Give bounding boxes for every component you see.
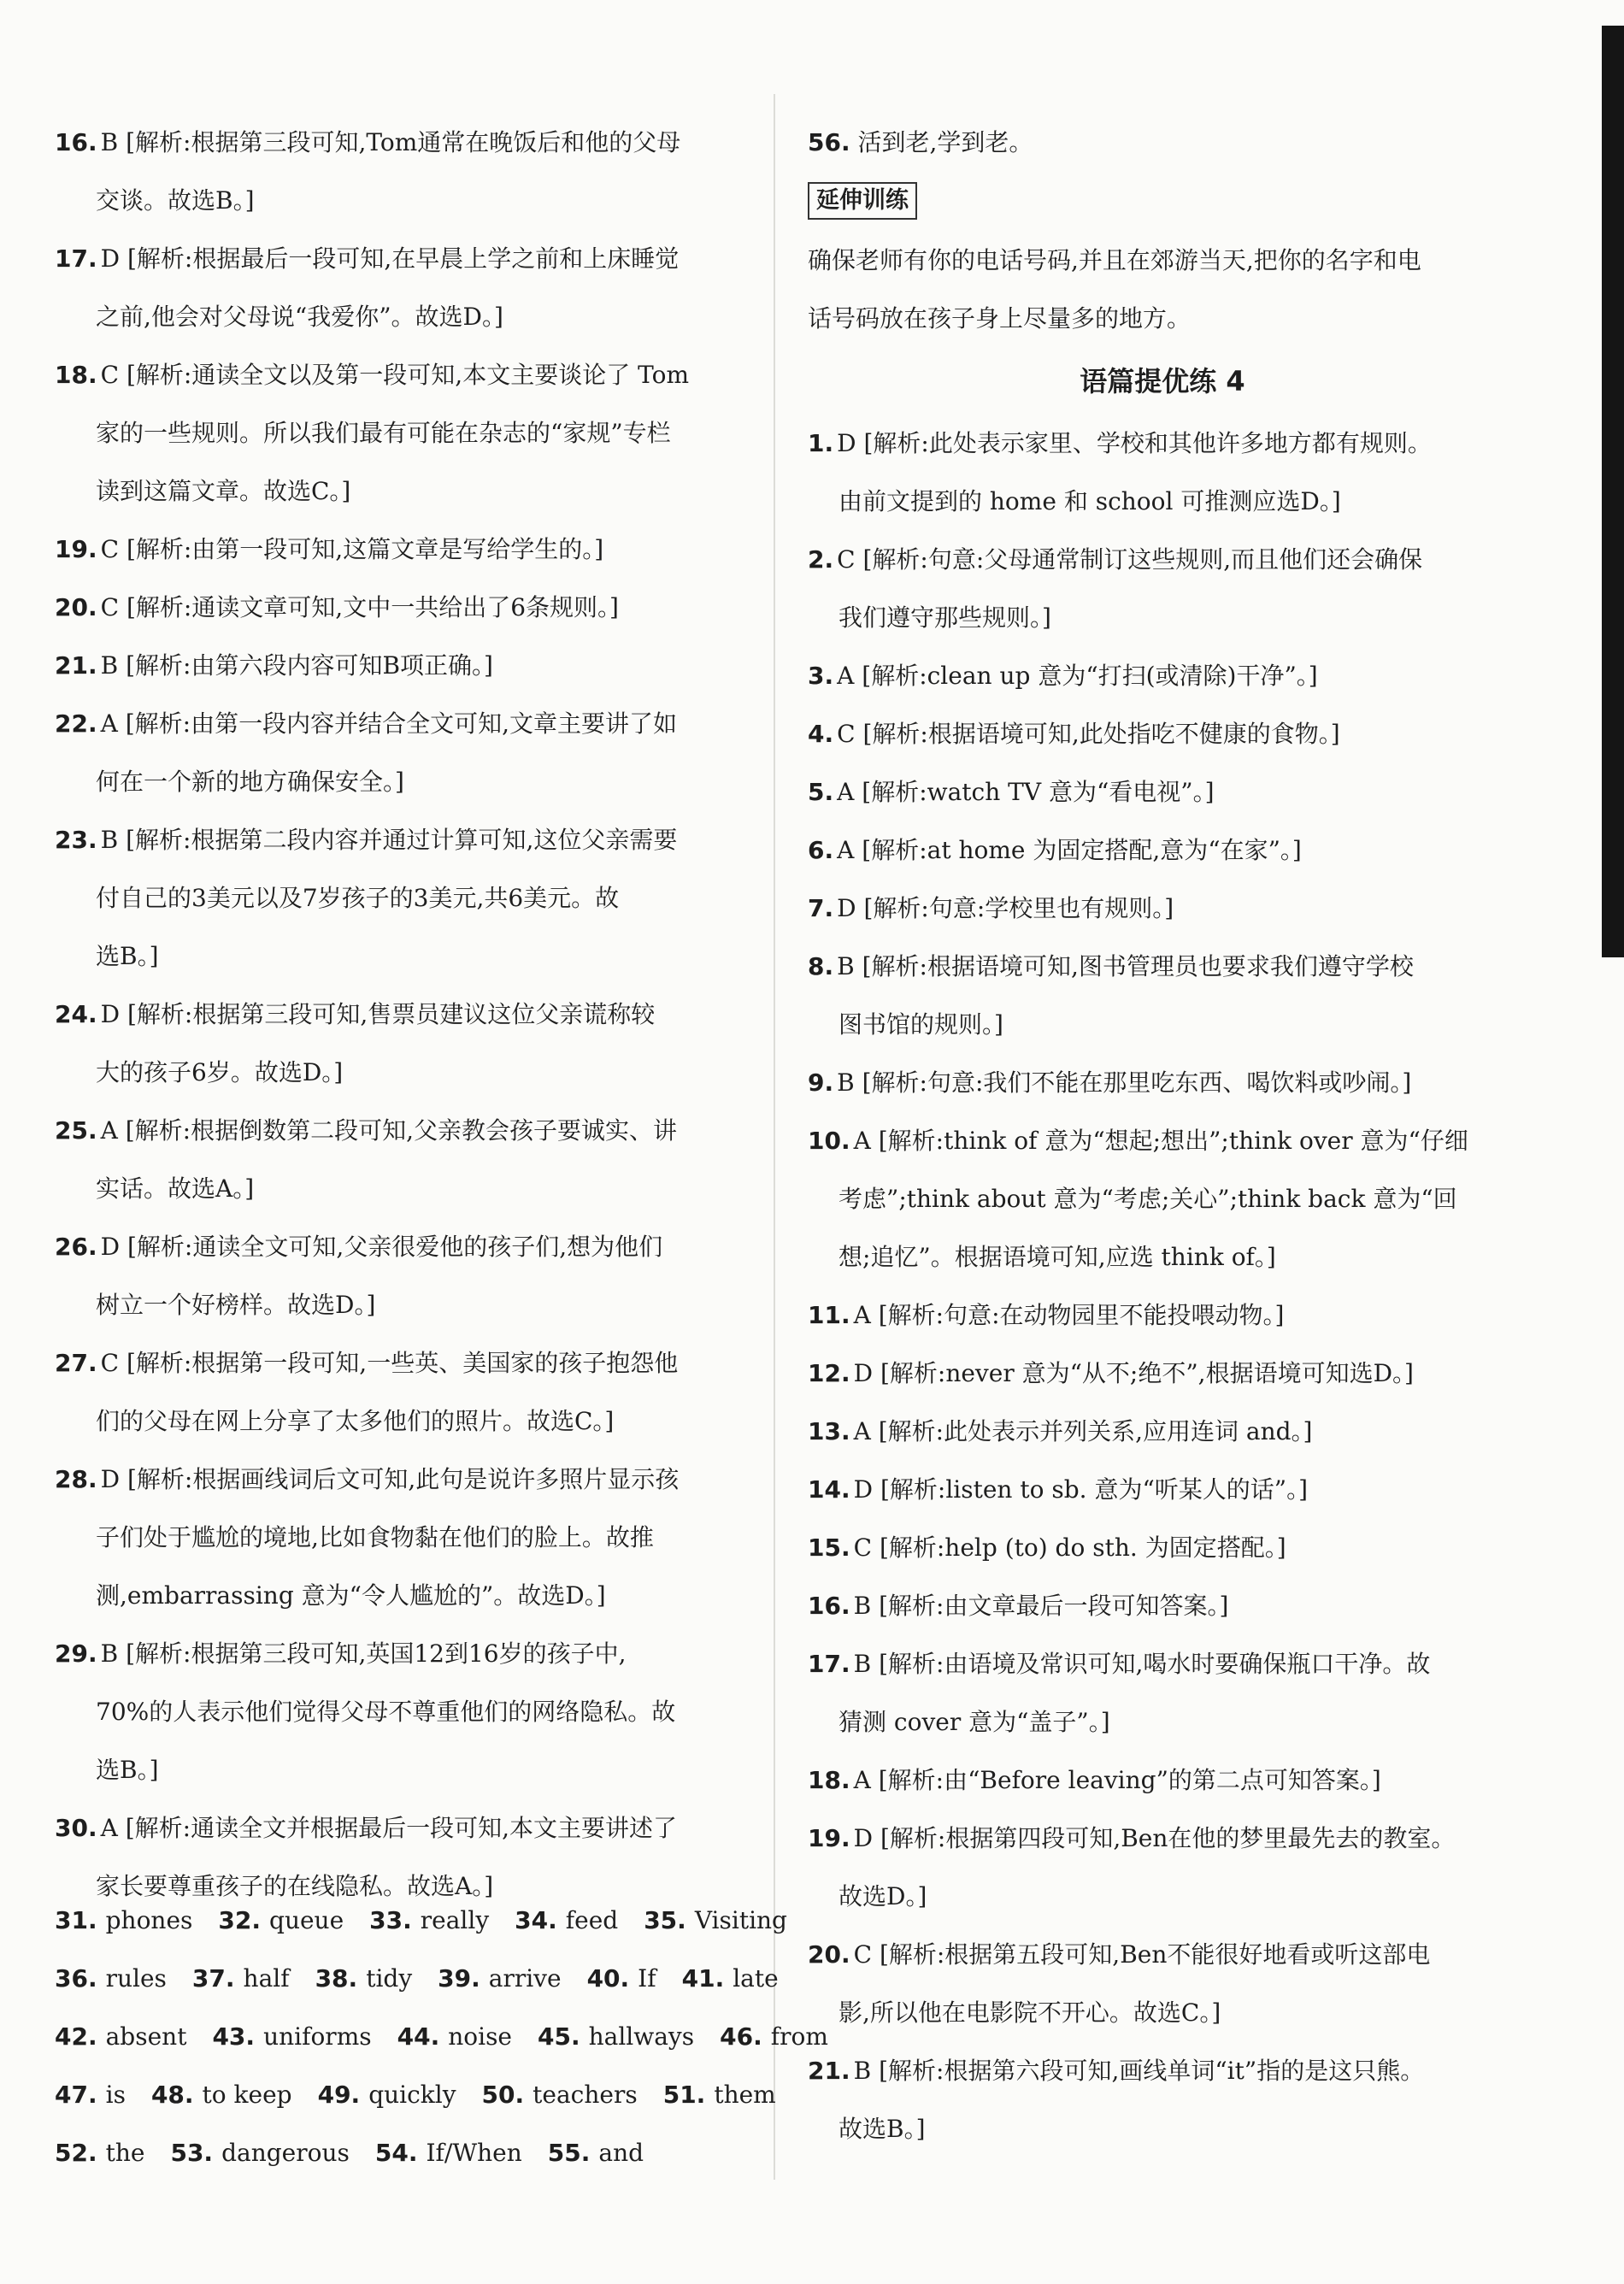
explanation-text: [解析:根据第四段可知,Ben在他的梦里最先去的教室。 — [880, 1824, 1456, 1852]
explanation-text: [解析:此处表示家里、学校和其他许多地方都有规则。 — [863, 429, 1432, 457]
answer-item — [808, 1926, 1517, 1984]
short-answer-row — [55, 1892, 787, 1950]
item-number: 21. — [808, 2057, 850, 2085]
answer-letter: C — [100, 593, 120, 621]
item-number: 31. — [55, 1906, 97, 1934]
answer-item — [808, 1112, 1517, 1170]
answer-word: to keep — [202, 2081, 292, 2109]
item-number: 19. — [808, 1824, 850, 1852]
explanation-text: 70%的人表示他们觉得父母不尊重他们的网络隐私。故 — [96, 1698, 676, 1726]
item-number: 4. — [808, 720, 834, 748]
answer-item-continuation — [55, 1741, 740, 1799]
answer-item-continuation — [808, 589, 1517, 647]
item-number: 38. — [315, 1964, 358, 1993]
explanation-text: [解析:句意:父母通常制订这些规则,而且他们还会确保 — [862, 545, 1423, 574]
explanation-text: 交谈。故选B。] — [96, 186, 255, 215]
answer-word: half — [243, 1964, 290, 1993]
item-number: 16. — [55, 128, 97, 156]
item-number: 48. — [150, 2081, 194, 2109]
item-number: 51. — [662, 2081, 706, 2109]
item-number: 40. — [586, 1964, 630, 1993]
answer-item — [55, 1451, 740, 1509]
short-answer — [192, 1950, 290, 2008]
answer-item — [55, 230, 740, 288]
item-number: 52. — [55, 2139, 97, 2167]
answer-item-continuation — [808, 1228, 1517, 1286]
short-answer-row — [55, 1950, 779, 2008]
item-number: 11. — [808, 1301, 850, 1329]
answer-item — [808, 705, 1517, 763]
item-number: 14. — [808, 1475, 850, 1504]
explanation-text: [解析:此处表示并列关系,应用连词 and。] — [878, 1417, 1313, 1445]
explanation-text: [解析:clean up 意为“打扫(或清除)干净”。] — [862, 662, 1318, 690]
answer-letter: B — [100, 128, 119, 156]
answer-word: feed — [565, 1906, 619, 1934]
answer-item — [808, 1751, 1517, 1810]
answer-item — [55, 114, 740, 172]
short-answer-row — [55, 2124, 740, 2182]
answer-item — [55, 1625, 740, 1683]
explanation-text: [解析:通读全文并根据最后一段可知,本文主要讲述了 — [125, 1814, 678, 1842]
short-answer-block — [55, 1892, 828, 2182]
item-number: 44. — [397, 2022, 440, 2051]
short-answer — [482, 2066, 638, 2124]
answer-letter: B — [100, 651, 119, 680]
explanation-text: [解析:通读全文以及第一段可知,本文主要谈论了 Tom — [126, 361, 690, 389]
explanation-text: 我们遵守那些规则。] — [838, 603, 1051, 632]
item-number: 35. — [644, 1906, 686, 1934]
item-number: 36. — [55, 1964, 97, 1993]
item-number: 56. — [808, 128, 850, 156]
answer-letter: C — [837, 545, 856, 574]
explanation-text: 考虑”;think about 意为“考虑;关心”;think back 意为“回 — [838, 1185, 1457, 1213]
answer-item — [55, 1799, 740, 1857]
explanation-text: [解析:根据第六段可知,画线单词“it”指的是这只熊。 — [879, 2057, 1425, 2085]
explanation-text: 选B。] — [96, 1756, 159, 1784]
answer-word: and — [598, 2139, 644, 2167]
item-number: 39. — [438, 1964, 480, 1993]
short-answer — [369, 1892, 489, 1950]
item-number: 25. — [55, 1116, 97, 1145]
short-answer — [55, 2066, 126, 2124]
item-number: 45. — [538, 2022, 580, 2051]
explanation-text: 们的父母在网上分享了太多他们的照片。故选C。] — [96, 1407, 615, 1435]
item-number: 49. — [317, 2081, 361, 2109]
answer-item-continuation — [55, 1392, 740, 1451]
item-number: 28. — [55, 1465, 97, 1493]
answer-item — [808, 647, 1517, 705]
explanation-text: 选B。] — [96, 942, 159, 970]
item-number: 19. — [55, 535, 97, 563]
explanation-text: [解析:根据第三段可知,Tom通常在晚饭后和他的父母 — [126, 128, 681, 156]
answer-item — [808, 1519, 1517, 1577]
answer-word: arrive — [488, 1964, 562, 1993]
explanation-text: [解析:由文章最后一段可知答案。] — [879, 1592, 1229, 1620]
item-number: 17. — [808, 1650, 850, 1678]
answer-word: from — [770, 2022, 828, 2051]
item-number: 5. — [808, 778, 834, 806]
item-number: 32. — [218, 1906, 262, 1934]
explanation-text: [解析:根据最后一段可知,在早晨上学之前和上床睡觉 — [127, 244, 680, 273]
item-number: 1. — [808, 429, 834, 457]
answer-item — [808, 2042, 1517, 2100]
answer-letter: A — [100, 1116, 118, 1145]
answer-letter: B — [837, 1068, 855, 1097]
explanation-text: [解析:help (to) do sth. 为固定搭配。] — [879, 1533, 1286, 1562]
answer-letter: A — [100, 1814, 118, 1842]
explanation-text: [解析:think of 意为“想起;想出”;think over 意为“仔细 — [878, 1127, 1468, 1155]
short-answer-row — [55, 2008, 828, 2066]
answer-item — [55, 1334, 740, 1392]
explanation-text: [解析:at home 为固定搭配,意为“在家”。] — [862, 836, 1302, 864]
item-number: 42. — [55, 2022, 97, 2051]
item-number: 46. — [720, 2022, 762, 2051]
item-number: 33. — [369, 1906, 412, 1934]
item-number: 47. — [55, 2081, 97, 2109]
answer-word: dangerous — [221, 2139, 350, 2167]
answer-item-continuation — [55, 1509, 740, 1567]
short-answer-row — [55, 2066, 776, 2124]
answer-letter: A — [837, 662, 855, 690]
extension-training-label: 延伸训练 — [808, 182, 917, 220]
answer-word: is — [105, 2081, 126, 2109]
explanation-text: [解析:由“Before leaving”的第二点可知答案。] — [878, 1766, 1381, 1794]
explanation-text: [解析:由第六段内容可知B项正确。] — [126, 651, 493, 680]
explanation-text: [解析:根据第二段内容并通过计算可知,这位父亲需要 — [126, 826, 678, 854]
answer-item — [808, 938, 1517, 996]
answer-letter: A — [853, 1417, 871, 1445]
answer-item — [808, 1461, 1517, 1519]
explanation-text: 何在一个新的地方确保安全。] — [96, 768, 404, 796]
answer-letter: C — [837, 720, 856, 748]
item-number: 50. — [481, 2081, 525, 2109]
short-answer — [515, 1892, 618, 1950]
answer-word: noise — [448, 2022, 513, 2051]
item-number: 23. — [55, 826, 97, 854]
short-answer — [170, 2124, 349, 2182]
answer-letter: A — [853, 1301, 871, 1329]
answer-letter: C — [100, 361, 120, 389]
answer-item-continuation — [55, 753, 740, 811]
answer-word: If/When — [426, 2139, 522, 2167]
explanation-text: [解析:通读文章可知,文中一共给出了6条规则。] — [126, 593, 619, 621]
explanation-text: [解析:根据第三段可知,英国12到16岁的孩子中, — [126, 1639, 627, 1668]
explanation-text: 家的一些规则。所以我们最有可能在杂志的“家规”专栏 — [96, 419, 671, 447]
left-column — [55, 114, 740, 1916]
short-answer — [538, 2008, 694, 2066]
short-answer — [548, 2124, 644, 2182]
answer-item-continuation — [55, 1044, 740, 1102]
answer-word: really — [420, 1906, 490, 1934]
explanation-text: [解析:根据第一段可知,一些英、美国家的孩子抱怨他 — [126, 1349, 679, 1377]
answer-item — [55, 579, 740, 637]
answer-letter: A — [837, 836, 855, 864]
column-divider — [774, 94, 775, 2180]
answer-word: If — [638, 1964, 656, 1993]
item-number: 29. — [55, 1639, 97, 1668]
explanation-text: 之前,他会对父母说“我爱你”。故选D。] — [96, 303, 503, 331]
answer-item-continuation — [55, 404, 740, 462]
explanation-text: 故选B。] — [838, 2115, 926, 2143]
answer-item-continuation — [808, 1693, 1517, 1751]
answer-item — [55, 811, 740, 869]
answer-word: tidy — [366, 1964, 413, 1993]
short-answer — [55, 1892, 192, 1950]
item-number: 43. — [212, 2022, 256, 2051]
answer-letter: B — [853, 1592, 872, 1620]
answer-item-continuation — [55, 1567, 740, 1625]
answer-letter: B — [853, 2057, 872, 2085]
explanation-text: [解析:句意:学校里也有规则。] — [863, 894, 1174, 922]
answer-letter: C — [853, 1533, 873, 1562]
item-number: 24. — [55, 1000, 97, 1028]
explanation-text: 子们处于尴尬的境地,比如食物黏在他们的脸上。故推 — [96, 1523, 654, 1551]
explanation-text: 影,所以他在电影院不开心。故选C。] — [838, 1998, 1221, 2027]
item-number: 30. — [55, 1814, 97, 1842]
explanation-text: [解析:根据第三段可知,售票员建议这位父亲谎称较 — [127, 1000, 656, 1028]
short-answer — [151, 2066, 292, 2124]
item-number: 26. — [55, 1233, 97, 1261]
item-number: 15. — [808, 1533, 850, 1562]
answer-word: the — [105, 2139, 145, 2167]
item-number: 9. — [808, 1068, 834, 1097]
answer-letter: A — [837, 778, 855, 806]
answer-letter: B — [100, 1639, 119, 1668]
answer-letter: D — [100, 244, 121, 273]
short-answer — [315, 1950, 413, 2008]
explanation-text: [解析:由第一段内容并结合全文可知,文章主要讲了如 — [125, 709, 678, 738]
extension-text-line-2: 话号码放在孩子身上尽量多的地方。 — [808, 304, 1192, 333]
answer-item — [808, 1635, 1517, 1693]
explanation-text: [解析:never 意为“从不;绝不”,根据语境可知选D。] — [880, 1359, 1414, 1387]
short-answer — [55, 2008, 186, 2066]
answer-item — [55, 521, 740, 579]
item-number: 17. — [55, 244, 97, 273]
right-answer-list — [808, 415, 1517, 2158]
short-answer — [212, 2008, 371, 2066]
answer-letter: D — [853, 1359, 874, 1387]
explanation-text: [解析:listen to sb. 意为“听某人的话”。] — [880, 1475, 1309, 1504]
answer-item — [808, 1577, 1517, 1635]
answer-letter: C — [100, 535, 120, 563]
explanation-text: [解析:句意:在动物园里不能投喂动物。] — [878, 1301, 1285, 1329]
item-number: 6. — [808, 836, 834, 864]
item-number: 54. — [374, 2139, 418, 2167]
answer-item-continuation — [55, 1276, 740, 1334]
explanation-text: 实话。故选A。] — [96, 1174, 255, 1203]
answer-letter: D — [100, 1000, 121, 1028]
answer-item — [808, 880, 1517, 938]
short-answer — [375, 2124, 522, 2182]
right-column — [808, 114, 1517, 2158]
answer-word: late — [733, 1964, 779, 1993]
item-number: 41. — [681, 1964, 725, 1993]
explanation-text: [解析:句意:我们不能在那里吃东西、喝饮料或吵闹。] — [862, 1068, 1412, 1097]
answer-item — [808, 1345, 1517, 1403]
item-number: 13. — [808, 1417, 850, 1445]
answer-item-continuation — [55, 927, 740, 986]
answer-item — [808, 415, 1517, 473]
answer-word: teachers — [533, 2081, 638, 2109]
explanation-text: 想;追忆”。根据语境可知,应选 think of。] — [838, 1243, 1276, 1271]
short-answer — [318, 2066, 456, 2124]
answer-letter: B — [853, 1650, 872, 1678]
item-number: 20. — [55, 593, 97, 621]
answer-letter: D — [100, 1465, 121, 1493]
answer-item — [55, 346, 740, 404]
answer-letter: D — [100, 1233, 121, 1261]
answer-item — [808, 1810, 1517, 1868]
short-answer — [682, 1950, 779, 2008]
explanation-text: 树立一个好榜样。故选D。] — [96, 1291, 376, 1319]
explanation-text: [解析:根据语境可知,图书管理员也要求我们遵守学校 — [862, 952, 1414, 980]
answer-item-continuation — [808, 1170, 1517, 1228]
answer-item — [55, 986, 740, 1044]
item-number: 7. — [808, 894, 834, 922]
answer-word: Visiting — [694, 1906, 787, 1934]
answer-letter: D — [853, 1824, 874, 1852]
answer-item — [55, 1102, 740, 1160]
answer-item-continuation — [55, 462, 740, 521]
explanation-text: 图书馆的规则。] — [838, 1010, 1003, 1039]
answer-letter: A — [853, 1127, 871, 1155]
explanation-text: 故选D。] — [838, 1882, 927, 1910]
short-answer — [720, 2008, 828, 2066]
item-number: 18. — [808, 1766, 850, 1794]
answer-word: rules — [105, 1964, 167, 1993]
explanation-text: 家长要尊重孩子的在线隐私。故选A。] — [96, 1872, 494, 1900]
answer-letter: C — [853, 1940, 873, 1969]
answer-letter: D — [837, 894, 856, 922]
answer-item — [808, 1054, 1517, 1112]
answer-item-continuation — [808, 473, 1517, 531]
short-answer — [218, 1892, 344, 1950]
item-number: 37. — [191, 1964, 235, 1993]
short-answer — [55, 2124, 144, 2182]
answer-item — [808, 1403, 1517, 1461]
explanation-text: 大的孩子6岁。故选D。] — [96, 1058, 344, 1086]
answer-item — [808, 531, 1517, 589]
item-number: 53. — [170, 2139, 214, 2167]
item-number: 12. — [808, 1359, 850, 1387]
short-answer — [587, 1950, 656, 2008]
answer-item — [808, 763, 1517, 821]
short-answer — [663, 2066, 776, 2124]
explanation-text: [解析:根据第五段可知,Ben不能很好地看或听这部电 — [879, 1940, 1431, 1969]
item-number: 34. — [515, 1906, 557, 1934]
answer-word: them — [714, 2081, 776, 2109]
explanation-text: [解析:由第一段可知,这篇文章是写给学生的。] — [126, 535, 604, 563]
answer-letter: B — [837, 952, 855, 980]
answer-item — [55, 1218, 740, 1276]
page-edge-bar — [1602, 26, 1624, 957]
answer-letter: C — [100, 1349, 120, 1377]
short-answer — [438, 1950, 561, 2008]
item-number: 21. — [55, 651, 97, 680]
answer-item-56 — [808, 114, 1517, 172]
explanation-text: [解析:根据语境可知,此处指吃不健康的食物。] — [862, 720, 1340, 748]
explanation-text: [解析:根据倒数第二段可知,父亲教会孩子要诚实、讲 — [125, 1116, 678, 1145]
answer-item — [55, 637, 740, 695]
answer-item — [55, 695, 740, 753]
item-number: 16. — [808, 1592, 850, 1620]
answer-letter: A — [853, 1766, 871, 1794]
short-answer — [397, 2008, 512, 2066]
short-answer — [644, 1892, 787, 1950]
explanation-text: [解析:由语境及常识可知,喝水时要确保瓶口干净。故 — [879, 1650, 1431, 1678]
answer-word: uniforms — [263, 2022, 372, 2051]
item-number: 55. — [547, 2139, 591, 2167]
item-number: 3. — [808, 662, 834, 690]
explanation-text: 测,embarrassing 意为“令人尴尬的”。故选D。] — [96, 1581, 606, 1610]
short-answer — [55, 1950, 167, 2008]
answer-word: phones — [105, 1906, 193, 1934]
answer-item-continuation — [808, 2100, 1517, 2158]
answer-letter: B — [100, 826, 119, 854]
answer-item — [808, 821, 1517, 880]
answer-letter: D — [853, 1475, 874, 1504]
extension-text-line-1: 确保老师有你的电话号码,并且在郊游当天,把你的名字和电 — [808, 246, 1421, 274]
answer-item-continuation — [55, 1160, 740, 1218]
explanation-text: 付自己的3美元以及7岁孩子的3美元,共6美元。故 — [96, 884, 620, 912]
answer-item — [808, 1286, 1517, 1345]
answer-item-continuation — [808, 996, 1517, 1054]
item-number: 2. — [808, 545, 834, 574]
answer-item-continuation — [55, 1683, 740, 1741]
answer-item-continuation — [55, 172, 740, 230]
explanation-text: 猜测 cover 意为“盖子”。] — [838, 1708, 1110, 1736]
explanation-text: [解析:根据画线词后文可知,此句是说许多照片显示孩 — [127, 1465, 680, 1493]
answer-word: quickly — [368, 2081, 456, 2109]
explanation-text: 读到这篇文章。故选C。] — [96, 477, 351, 505]
section-title: 语篇提优练 4 — [1080, 365, 1245, 397]
item-number: 8. — [808, 952, 834, 980]
explanation-text: [解析:watch TV 意为“看电视”。] — [862, 778, 1215, 806]
answer-word: queue — [269, 1906, 344, 1934]
answer-item-continuation — [55, 288, 740, 346]
answer-item-continuation — [808, 1868, 1517, 1926]
item-number: 20. — [808, 1940, 850, 1969]
answer-letter: D — [837, 429, 856, 457]
item-number: 18. — [55, 361, 97, 389]
item-number: 10. — [808, 1127, 850, 1155]
answer-text: 活到老,学到老。 — [857, 128, 1033, 156]
answer-item-continuation — [55, 869, 740, 927]
answer-word: hallways — [588, 2022, 695, 2051]
item-number: 27. — [55, 1349, 97, 1377]
explanation-text: 由前文提到的 home 和 school 可推测应选D。] — [838, 487, 1341, 515]
explanation-text: [解析:通读全文可知,父亲很爱他的孩子们,想为他们 — [127, 1233, 663, 1261]
item-number: 22. — [55, 709, 97, 738]
answer-letter: A — [100, 709, 118, 738]
answer-item-continuation — [808, 1984, 1517, 2042]
answer-word: absent — [105, 2022, 187, 2051]
